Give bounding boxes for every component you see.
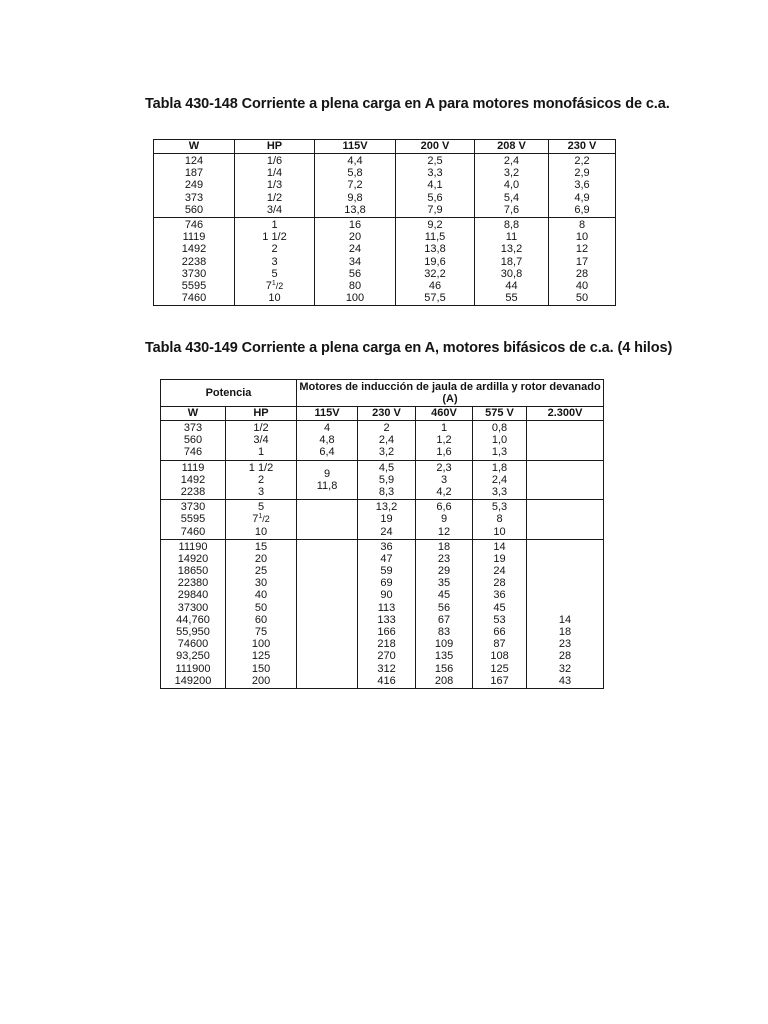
cell-W <box>154 217 235 305</box>
table-row-group <box>154 154 616 218</box>
cell-HP <box>226 500 297 540</box>
cell-line: 22380 <box>177 577 209 590</box>
cell-line: 2,2 <box>574 155 590 167</box>
cell-line: 36 <box>380 540 393 553</box>
cell-line: 167 <box>490 674 509 687</box>
cell-line: 187 <box>184 167 204 180</box>
cell-line: 7,2 <box>347 179 363 192</box>
cell-line: 11,5 <box>424 231 446 244</box>
cell-line: 200 <box>251 674 271 687</box>
cell-line: 45 <box>493 601 506 614</box>
cell-W <box>161 539 226 688</box>
cell-line: 1/2 <box>253 422 269 434</box>
cell-line: 3,2 <box>503 167 520 180</box>
cell-line <box>527 589 603 601</box>
cell-line: 10 <box>493 525 506 538</box>
table-430-148 <box>153 139 616 306</box>
cell-HP <box>226 460 297 500</box>
cell-line: 4,5 <box>378 461 395 474</box>
column-header-460v: 460V <box>416 407 473 421</box>
header-row-sub <box>161 407 604 421</box>
column-header-hp: HP <box>226 407 297 421</box>
cell-line: 1 <box>440 422 448 434</box>
cell-line: 37300 <box>177 601 209 614</box>
cell-line: 9,8 <box>347 191 363 204</box>
cell-line: 1 <box>257 446 265 459</box>
cell-v208 <box>475 154 549 218</box>
cell-line: 746 <box>183 446 203 459</box>
cell-line: 10 <box>268 292 281 305</box>
cell-line: 9,2 <box>427 218 443 231</box>
cell-HP <box>226 539 297 688</box>
cell-v200 <box>396 217 475 305</box>
cell-line: 124 <box>184 155 204 167</box>
cell-line: 19 <box>380 513 393 526</box>
cell-line: $7^1/2$ <box>265 279 284 292</box>
cell-line: 8,8 <box>503 218 520 231</box>
cell-line: 44,760 <box>176 613 210 626</box>
cell-v115 <box>297 539 358 688</box>
cell-line: 66 <box>493 626 506 638</box>
cell-v230 <box>358 421 416 461</box>
cell-line: 3,2 <box>378 446 395 459</box>
cell-v115 <box>297 421 358 461</box>
cell-line: 0,8 <box>491 422 508 434</box>
cell-line: 125 <box>490 662 509 675</box>
cell-line: 113 <box>377 601 396 614</box>
cell-line: 23 <box>437 552 451 565</box>
cell-line <box>527 602 603 614</box>
cell-line: 57,5 <box>424 292 446 305</box>
cell-line: 19,6 <box>424 255 446 268</box>
cell-line: 40 <box>575 279 589 292</box>
cell-line: 30,8 <box>500 267 523 280</box>
cell-line: 24 <box>493 565 506 578</box>
cell-line: 125 <box>251 650 271 663</box>
column-header-115v: 115V <box>315 140 396 154</box>
cell-line: 6,4 <box>319 446 335 459</box>
cell-line: 12 <box>575 243 589 256</box>
cell-line: 746 <box>184 218 204 231</box>
column-header-230v: 230 V <box>358 407 416 421</box>
cell-line: 24 <box>348 243 362 256</box>
cell-line: 4,9 <box>574 191 590 204</box>
cell-line: 87 <box>493 638 506 651</box>
cell-line: 14920 <box>177 552 209 565</box>
cell-line: 14 <box>493 540 506 553</box>
header-row-top <box>161 380 604 407</box>
cell-line: 2,9 <box>574 167 590 180</box>
cell-v575 <box>473 421 527 461</box>
cell-line: 166 <box>377 626 396 638</box>
cell-line: 3 <box>257 485 265 498</box>
column-header-230v: 230 V <box>549 140 616 154</box>
cell-line: 29 <box>437 565 451 578</box>
cell-line: 10 <box>575 231 589 244</box>
cell-line: 53 <box>493 613 506 626</box>
cell-line: 218 <box>377 638 396 651</box>
cell-line: 2 <box>383 422 390 434</box>
cell-line: 5,3 <box>491 501 508 514</box>
cell-line: 2238 <box>180 485 206 498</box>
cell-v230 <box>358 460 416 500</box>
cell-line: 2,4 <box>378 434 395 447</box>
cell-line: 1,0 <box>491 434 508 447</box>
cell-line: 1 <box>271 218 278 231</box>
cell-line: 18,7 <box>500 255 523 268</box>
cell-line: 5 <box>271 267 278 280</box>
cell-line <box>527 577 603 589</box>
cell-line: 100 <box>251 638 271 651</box>
cell-line <box>527 565 603 577</box>
cell-line: 7460 <box>181 292 207 305</box>
potencia-header: Potencia <box>161 380 297 407</box>
cell-line: 11 <box>505 231 518 244</box>
cell-line: 32,2 <box>424 267 446 280</box>
cell-line: 3 <box>440 473 448 486</box>
cell-line: 28 <box>493 577 506 590</box>
cell-line: 1,2 <box>436 434 452 447</box>
cell-line: 83 <box>437 626 451 638</box>
cell-line: 249 <box>184 179 204 192</box>
cell-W <box>161 460 226 500</box>
cell-line: 150 <box>251 662 271 675</box>
cell-line: 3730 <box>181 267 207 280</box>
cell-line: 2,4 <box>491 473 508 486</box>
cell-v2300 <box>527 460 604 500</box>
cell-line: 3730 <box>180 501 206 514</box>
table-row-group <box>161 500 604 540</box>
table-430-149 <box>160 379 604 689</box>
cell-line: 7,6 <box>503 203 520 216</box>
cell-line: 111900 <box>175 662 211 675</box>
cell-v460 <box>416 460 473 500</box>
cell-line: $7^1/2$ <box>252 513 270 526</box>
cell-line: 28 <box>558 650 572 663</box>
cell-line: 13,2 <box>500 243 523 256</box>
cell-line: 5,9 <box>378 473 395 486</box>
cell-line: 17 <box>575 255 589 268</box>
cell-W <box>161 421 226 461</box>
motores-header: Motores de inducción de jaula de ardilla y rotor devanado (A) <box>297 380 604 407</box>
cell-line: 14 <box>558 613 572 626</box>
cell-line: 56 <box>348 267 362 280</box>
cell-line: 25 <box>254 565 268 578</box>
table-148-title: Tabla 430-148 Corriente a plena carga en A para motores monofásicos de c.a. <box>145 96 670 112</box>
cell-line: 13,8 <box>344 203 366 216</box>
cell-line: 24 <box>380 525 393 538</box>
cell-line: 560 <box>184 203 204 216</box>
cell-v230 <box>549 154 616 218</box>
cell-v2300 <box>527 539 604 688</box>
cell-line: 1,8 <box>491 461 508 474</box>
cell-line <box>527 553 603 565</box>
cell-line: 10 <box>254 525 268 538</box>
cell-line: 67 <box>437 613 451 626</box>
table-149-title: Tabla 430-149 Corriente a plena carga en A, motores bifásicos de c.a. (4 hilos) <box>145 340 673 356</box>
cell-line: 5,6 <box>427 191 443 204</box>
cell-line: 135 <box>434 650 454 663</box>
cell-line: 4,1 <box>427 179 443 192</box>
cell-line: 23 <box>558 638 572 651</box>
cell-line: 4,0 <box>503 179 520 192</box>
cell-line: 1492 <box>181 243 207 256</box>
table-row-group <box>161 460 604 500</box>
cell-line: 75 <box>254 626 268 638</box>
cell-v2300 <box>527 421 604 461</box>
cell-line: 2 <box>257 473 265 486</box>
cell-v230 <box>358 539 416 688</box>
cell-line: 1/2 <box>266 191 283 204</box>
cell-v230 <box>358 500 416 540</box>
cell-line: 5,8 <box>347 167 363 180</box>
cell-line: 32 <box>558 662 572 675</box>
column-header-hp: HP <box>235 140 315 154</box>
cell-line: 4,2 <box>436 485 452 498</box>
cell-line: 4 <box>323 422 331 434</box>
header-row <box>154 140 616 154</box>
cell-line: 46 <box>428 279 442 292</box>
cell-line: 11190 <box>178 540 208 553</box>
cell-line: 5595 <box>180 513 206 526</box>
cell-HP <box>226 421 297 461</box>
cell-line: 3/4 <box>253 434 269 447</box>
cell-line: 312 <box>377 662 396 675</box>
cell-line: 1 1/2 <box>262 231 287 244</box>
cell-v230 <box>549 217 616 305</box>
cell-line: 108 <box>490 650 509 663</box>
cell-v208 <box>475 217 549 305</box>
cell-line: 15 <box>254 540 268 553</box>
cell-line: 2 <box>271 243 278 256</box>
cell-line: 20 <box>254 552 268 565</box>
cell-v115 <box>297 500 358 540</box>
column-header-575v: 575 V <box>473 407 527 421</box>
cell-line: 8,3 <box>378 485 395 498</box>
cell-line: 44 <box>505 279 518 292</box>
cell-line: 13,8 <box>424 243 446 256</box>
cell-line: 3,3 <box>491 485 508 498</box>
cell-line: 133 <box>377 613 396 626</box>
cell-line: 1119 <box>182 231 206 244</box>
cell-line: 149200 <box>174 674 212 687</box>
cell-line: 18 <box>558 626 572 638</box>
cell-line: 3,3 <box>427 167 443 180</box>
cell-v460 <box>416 539 473 688</box>
column-header-115v: 115V <box>297 407 358 421</box>
cell-line: 8 <box>496 513 503 526</box>
cell-line: 3/4 <box>266 203 283 216</box>
cell-line: 69 <box>380 577 393 590</box>
cell-line: 47 <box>380 552 393 565</box>
cell-line: 208 <box>434 674 454 687</box>
cell-v2300 <box>527 500 604 540</box>
cell-line: 18 <box>437 540 451 553</box>
cell-line: 560 <box>183 434 203 447</box>
cell-line: 20 <box>348 231 362 244</box>
cell-line: 90 <box>380 589 393 602</box>
table-row-group <box>154 217 616 305</box>
cell-line: 19 <box>493 552 506 565</box>
cell-W <box>161 500 226 540</box>
cell-line: 80 <box>348 279 362 292</box>
cell-line: 74600 <box>177 638 209 651</box>
column-header-208v: 208 V <box>475 140 549 154</box>
cell-W <box>154 154 235 218</box>
cell-line: 109 <box>434 638 454 651</box>
cell-v575 <box>473 539 527 688</box>
cell-line: 56 <box>437 601 451 614</box>
cell-line: 373 <box>183 422 203 434</box>
cell-line: 1,3 <box>491 446 508 459</box>
cell-line: 2,4 <box>503 155 520 167</box>
cell-line: 270 <box>377 650 396 663</box>
cell-line: 12 <box>437 525 451 538</box>
cell-line: 1/6 <box>266 155 283 167</box>
cell-line: 3,6 <box>574 179 590 192</box>
cell-v200 <box>396 154 475 218</box>
cell-line: 30 <box>254 577 268 590</box>
cell-line: 55,950 <box>176 626 210 638</box>
cell-line <box>527 541 603 553</box>
cell-line: 50 <box>254 601 268 614</box>
cell-line: 45 <box>437 589 451 602</box>
cell-line: 34 <box>348 255 362 268</box>
cell-line: 59 <box>380 565 393 578</box>
cell-line: 4,8 <box>319 434 335 447</box>
cell-line: 29840 <box>177 589 209 602</box>
cell-line: 1,6 <box>436 446 452 459</box>
cell-line: 5,4 <box>503 191 520 204</box>
cell-line: 2238 <box>181 255 207 268</box>
cell-line: 6,6 <box>436 501 452 514</box>
cell-v575 <box>473 460 527 500</box>
cell-line: 156 <box>434 662 454 675</box>
cell-line: 1119 <box>181 461 205 474</box>
cell-line: 7460 <box>180 525 206 538</box>
cell-line: 93,250 <box>176 650 210 663</box>
cell-line: 50 <box>575 292 589 305</box>
column-header-2300v: 2.300V <box>527 407 604 421</box>
cell-line: 40 <box>254 589 268 602</box>
cell-line: 13,2 <box>375 501 398 514</box>
cell-line: 1 1/2 <box>248 461 274 474</box>
cell-v115 <box>315 154 396 218</box>
column-header-w: W <box>154 140 235 154</box>
cell-line: 7,9 <box>427 203 443 216</box>
cell-HP <box>235 217 315 305</box>
cell-line: 1/4 <box>266 167 283 180</box>
cell-v575 <box>473 500 527 540</box>
cell-v460 <box>416 500 473 540</box>
cell-line: 100 <box>345 292 365 305</box>
column-header-w: W <box>161 407 226 421</box>
cell-line: 8 <box>578 218 586 231</box>
cell-line: 28 <box>575 267 589 280</box>
cell-line: 1492 <box>180 473 206 486</box>
cell-line: 416 <box>377 674 396 687</box>
cell-line: 16 <box>348 218 362 231</box>
cell-v115 <box>315 217 396 305</box>
cell-line: 18650 <box>177 565 209 578</box>
cell-line: 60 <box>254 613 268 626</box>
cell-v460 <box>416 421 473 461</box>
cell-line: 9 <box>323 467 331 480</box>
cell-line: 2,5 <box>427 155 443 167</box>
column-header-200v: 200 V <box>396 140 475 154</box>
cell-line: 11,8 <box>316 479 338 492</box>
cell-line: 5595 <box>181 279 207 292</box>
cell-v115 <box>297 460 358 500</box>
cell-line: 2,3 <box>436 461 452 474</box>
cell-line: 9 <box>440 513 448 526</box>
table-row-group <box>161 539 604 688</box>
cell-line: 4,4 <box>347 155 363 167</box>
cell-line: 6,9 <box>574 203 590 216</box>
cell-line: 3 <box>271 255 278 268</box>
cell-line: 35 <box>437 577 451 590</box>
cell-line: 5 <box>257 501 265 514</box>
cell-line: 36 <box>493 589 506 602</box>
cell-line: 1/3 <box>266 179 283 192</box>
table-row-group <box>161 421 604 461</box>
cell-line: 55 <box>505 292 518 305</box>
cell-line: 43 <box>558 674 572 687</box>
cell-HP <box>235 154 315 218</box>
cell-line: 373 <box>184 191 204 204</box>
